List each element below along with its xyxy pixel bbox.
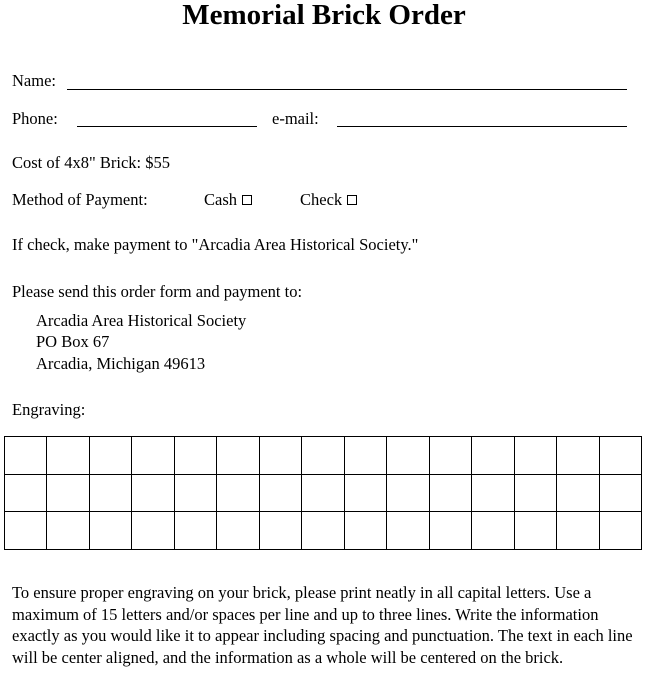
engraving-cell[interactable] [217,475,259,513]
engraving-cell[interactable] [260,475,302,513]
send-note: Please send this order form and payment to: [12,282,303,301]
check-option[interactable] [300,190,357,210]
engraving-cell[interactable] [600,475,642,513]
engraving-cell[interactable] [515,475,557,513]
cash-option[interactable] [204,190,252,210]
engraving-cell[interactable] [132,512,174,550]
engraving-cell[interactable] [472,512,514,550]
engraving-cell[interactable] [515,512,557,550]
engraving-cell[interactable] [5,512,47,550]
engraving-cell[interactable] [345,475,387,513]
engraving-cell[interactable] [217,512,259,550]
engraving-cell[interactable] [175,512,217,550]
engraving-label: Engraving: [12,400,86,419]
engraving-cell[interactable] [430,437,472,475]
page-title: Memorial Brick Order [182,0,466,31]
phone-field[interactable] [77,126,257,127]
engraving-cell[interactable] [90,437,132,475]
check-note: If check, make payment to "Arcadia Area Historical Society." [12,235,419,254]
engraving-cell[interactable] [302,475,344,513]
engraving-cell[interactable] [217,437,259,475]
phone-label: Phone: [12,109,58,128]
engraving-cell[interactable] [387,437,429,475]
engraving-cell[interactable] [132,475,174,513]
engraving-cell[interactable] [132,437,174,475]
engraving-cell[interactable] [600,437,642,475]
engraving-cell[interactable] [90,475,132,513]
name-field[interactable] [67,89,627,90]
engraving-instructions: To ensure proper engraving on your brick, please print neatly in all capital letters. Use a maximum of 15 letters and/or spaces per line and up to three lines. Write the information exactly as you would like it to appear including spacing and punctuation. The text in each line will be center aligned, and the information as a whole will be centered on the brick. [12,583,633,667]
engraving-cell[interactable] [430,475,472,513]
check-checkbox[interactable] [347,195,357,205]
engraving-cell[interactable] [430,512,472,550]
engraving-cell[interactable] [345,437,387,475]
engraving-cell[interactable] [302,437,344,475]
engraving-cell[interactable] [175,437,217,475]
name-label: Name: [12,71,56,90]
engraving-cell[interactable] [5,475,47,513]
email-label: e-mail: [272,109,319,128]
email-field[interactable] [337,126,627,127]
cost-text: Cost of 4x8" Brick: $55 [12,153,170,172]
engraving-cell[interactable] [472,437,514,475]
engraving-cell[interactable] [387,475,429,513]
engraving-cell[interactable] [90,512,132,550]
engraving-cell[interactable] [302,512,344,550]
cash-checkbox[interactable] [242,195,252,205]
address-line-3: Arcadia, Michigan 49613 [36,354,206,373]
address-line-2: PO Box 67 [36,332,110,351]
engraving-cell[interactable] [345,512,387,550]
check-label: Check [300,190,343,209]
engraving-cell[interactable] [260,512,302,550]
payment-label: Method of Payment: [12,190,148,209]
engraving-grid [4,436,642,550]
engraving-cell[interactable] [260,437,302,475]
engraving-cell[interactable] [515,437,557,475]
engraving-cell[interactable] [5,437,47,475]
engraving-cell[interactable] [557,475,599,513]
engraving-cell[interactable] [557,512,599,550]
engraving-cell[interactable] [47,475,89,513]
engraving-cell[interactable] [557,437,599,475]
engraving-cell[interactable] [387,512,429,550]
engraving-cell[interactable] [47,437,89,475]
address-line-1: Arcadia Area Historical Society [36,311,247,330]
engraving-cell[interactable] [472,475,514,513]
engraving-cell[interactable] [175,475,217,513]
cash-label: Cash [204,190,237,209]
engraving-cell[interactable] [47,512,89,550]
engraving-cell[interactable] [600,512,642,550]
